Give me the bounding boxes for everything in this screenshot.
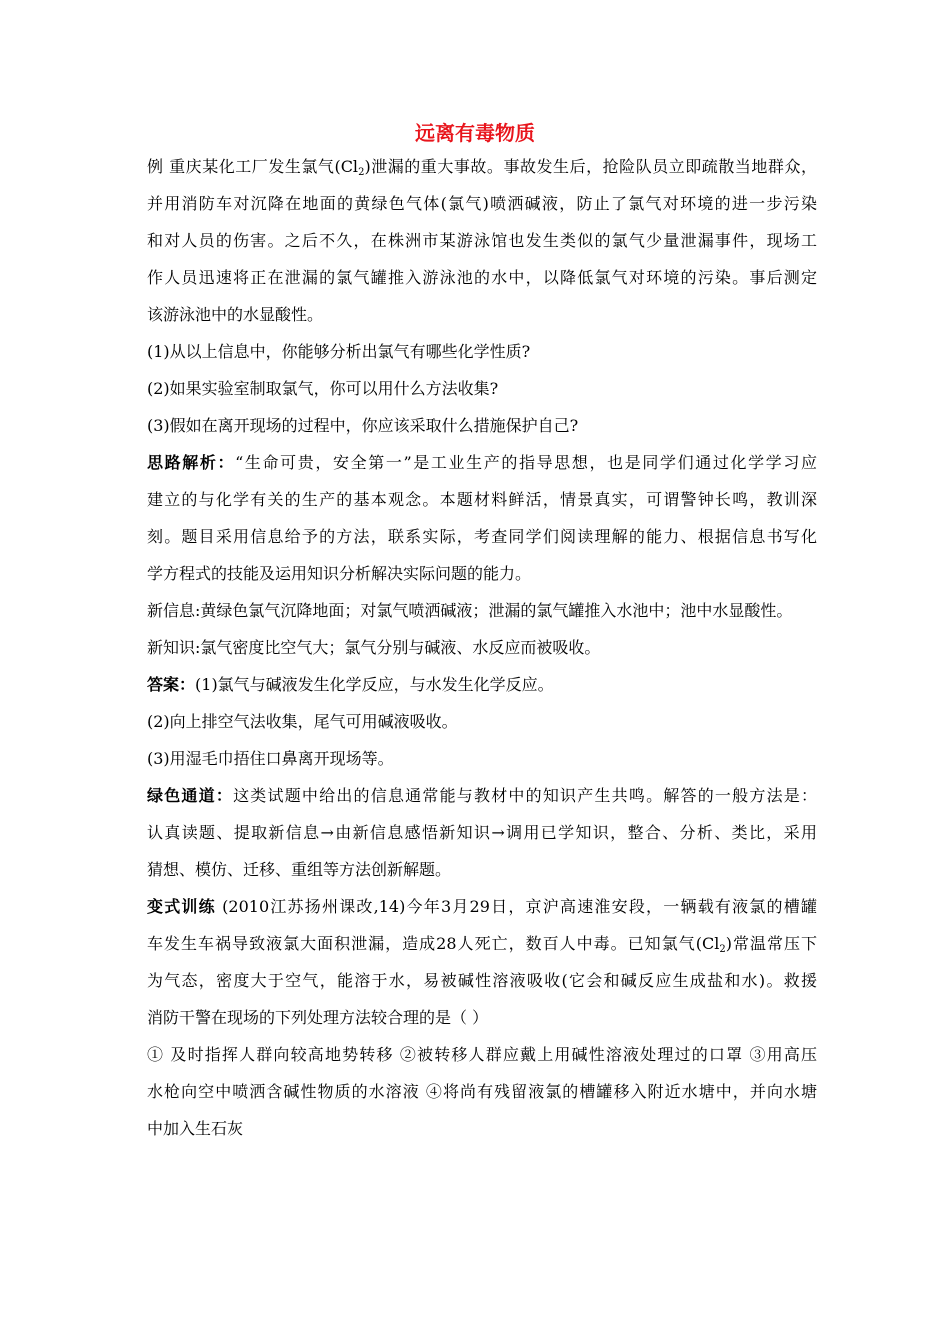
analysis-paragraph bbox=[147, 444, 817, 592]
question-2: (2)如果实验室制取氯气，你可以用什么方法收集? bbox=[147, 379, 499, 398]
analysis-line: 建立的与化学有关的生产的基本观念。本题材料鲜活，情景真实，可谓警钟长鸣，教训深 bbox=[147, 490, 817, 509]
subscript: 2 bbox=[358, 167, 365, 178]
document-title: 远离有毒物质 bbox=[415, 121, 535, 145]
new-info-line: 新信息:黄绿色氯气沉降地面；对氯气喷洒碱液；泄漏的氯气罐推入水池中；池中水显酸性。 bbox=[147, 601, 793, 620]
example-line: 该游泳池中的水显酸性。 bbox=[147, 305, 324, 324]
green-line bbox=[147, 777, 817, 814]
answer-label: 答案： bbox=[147, 675, 196, 694]
green-label: 绿色通道： bbox=[147, 786, 234, 805]
example-text: 例 重庆某化工厂发生氯气(Cl bbox=[147, 157, 359, 176]
example-line: 和对人员的伤害。之后不久，在株洲市某游泳馆也发生类似的氯气少量泄漏事件，现场工 bbox=[147, 231, 817, 250]
green-line: 猜想、模仿、迁移、重组等方法创新解题。 bbox=[147, 860, 452, 879]
variant-text: )常温常压下 bbox=[725, 934, 818, 953]
option-line: 水枪向空中喷洒含碱性物质的水溶液 ④将尚有残留液氯的槽罐移入附近水塘中，并向水塘 bbox=[147, 1082, 817, 1101]
variant-text: (2010江苏扬州课改,14)今年3月29日，京沪高速淮安段，一辆载有液氯的槽罐 bbox=[215, 897, 817, 916]
example-line: 并用消防车对沉降在地面的黄绿色气体(氯气)喷洒碱液，防止了氯气对环境的进一步污染 bbox=[147, 194, 817, 213]
subscript: 2 bbox=[719, 944, 726, 955]
option-line: 中加入生石灰 bbox=[147, 1119, 244, 1138]
question-1: (1)从以上信息中，你能够分析出氯气有哪些化学性质? bbox=[147, 342, 531, 361]
example-text: )泄漏的重大事故。事故发生后，抢险队员立即疏散当地群众， bbox=[364, 157, 817, 176]
analysis-line: 学方程式的技能及运用知识分析解决实际问题的能力。 bbox=[147, 564, 532, 583]
example-paragraph bbox=[147, 148, 817, 333]
document-body bbox=[147, 148, 817, 1147]
green-line: 认真读题、提取新信息→由新信息感悟新知识→调用已学知识，整合、分析、类比，采用 bbox=[147, 823, 817, 842]
option-line: ① 及时指挥人群向较高地势转移 ②被转移人群应戴上用碱性溶液处理过的口罩 ③用高压 bbox=[147, 1045, 817, 1064]
variant-line bbox=[147, 888, 817, 925]
answer-line: (2)向上排空气法收集，尾气可用碱液吸收。 bbox=[147, 712, 458, 731]
variant-line: 消防干警在现场的下列处理方法较合理的是（ ） bbox=[147, 1008, 489, 1027]
variant-paragraph bbox=[147, 888, 817, 1036]
answer-text: (1)氯气与碱液发生化学反应，与水发生化学反应。 bbox=[195, 675, 554, 694]
answer-line bbox=[147, 666, 817, 703]
variant-text: 车发生车祸导致液氯大面积泄漏，造成28人死亡，数百人中毒。已知氯气(Cl bbox=[147, 934, 720, 953]
analysis-line bbox=[147, 444, 817, 481]
green-text: 这类试题中给出的信息通常能与教材中的知识产生共鸣。解答的一般方法是： bbox=[233, 786, 817, 805]
options-paragraph bbox=[147, 1036, 817, 1147]
green-channel-paragraph bbox=[147, 777, 817, 888]
new-knowledge-line: 新知识:氯气密度比空气大；氯气分别与碱液、水反应而被吸收。 bbox=[147, 638, 601, 657]
variant-line: 为气态，密度大于空气，能溶于水，易被碱性溶液吸收(它会和碱反应生成盐和水)。救援 bbox=[147, 971, 817, 990]
example-line bbox=[147, 148, 817, 185]
example-line: 作人员迅速将正在泄漏的氯气罐推入游泳池的水中，以降低氯气对环境的污染。事后测定 bbox=[147, 268, 817, 287]
variant-label: 变式训练 bbox=[147, 897, 216, 916]
analysis-line: 刻。题目采用信息给予的方法，联系实际，考查同学们阅读理解的能力、根据信息书写化 bbox=[147, 527, 817, 546]
variant-line bbox=[147, 925, 817, 962]
answer-line: (3)用湿毛巾捂住口鼻离开现场等。 bbox=[147, 749, 394, 768]
question-3: (3)假如在离开现场的过程中，你应该采取什么措施保护自己? bbox=[147, 416, 579, 435]
analysis-label: 思路解析： bbox=[147, 453, 236, 472]
analysis-text: “生命可贵，安全第一”是工业生产的指导思想，也是同学们通过化学学习应 bbox=[235, 453, 817, 472]
